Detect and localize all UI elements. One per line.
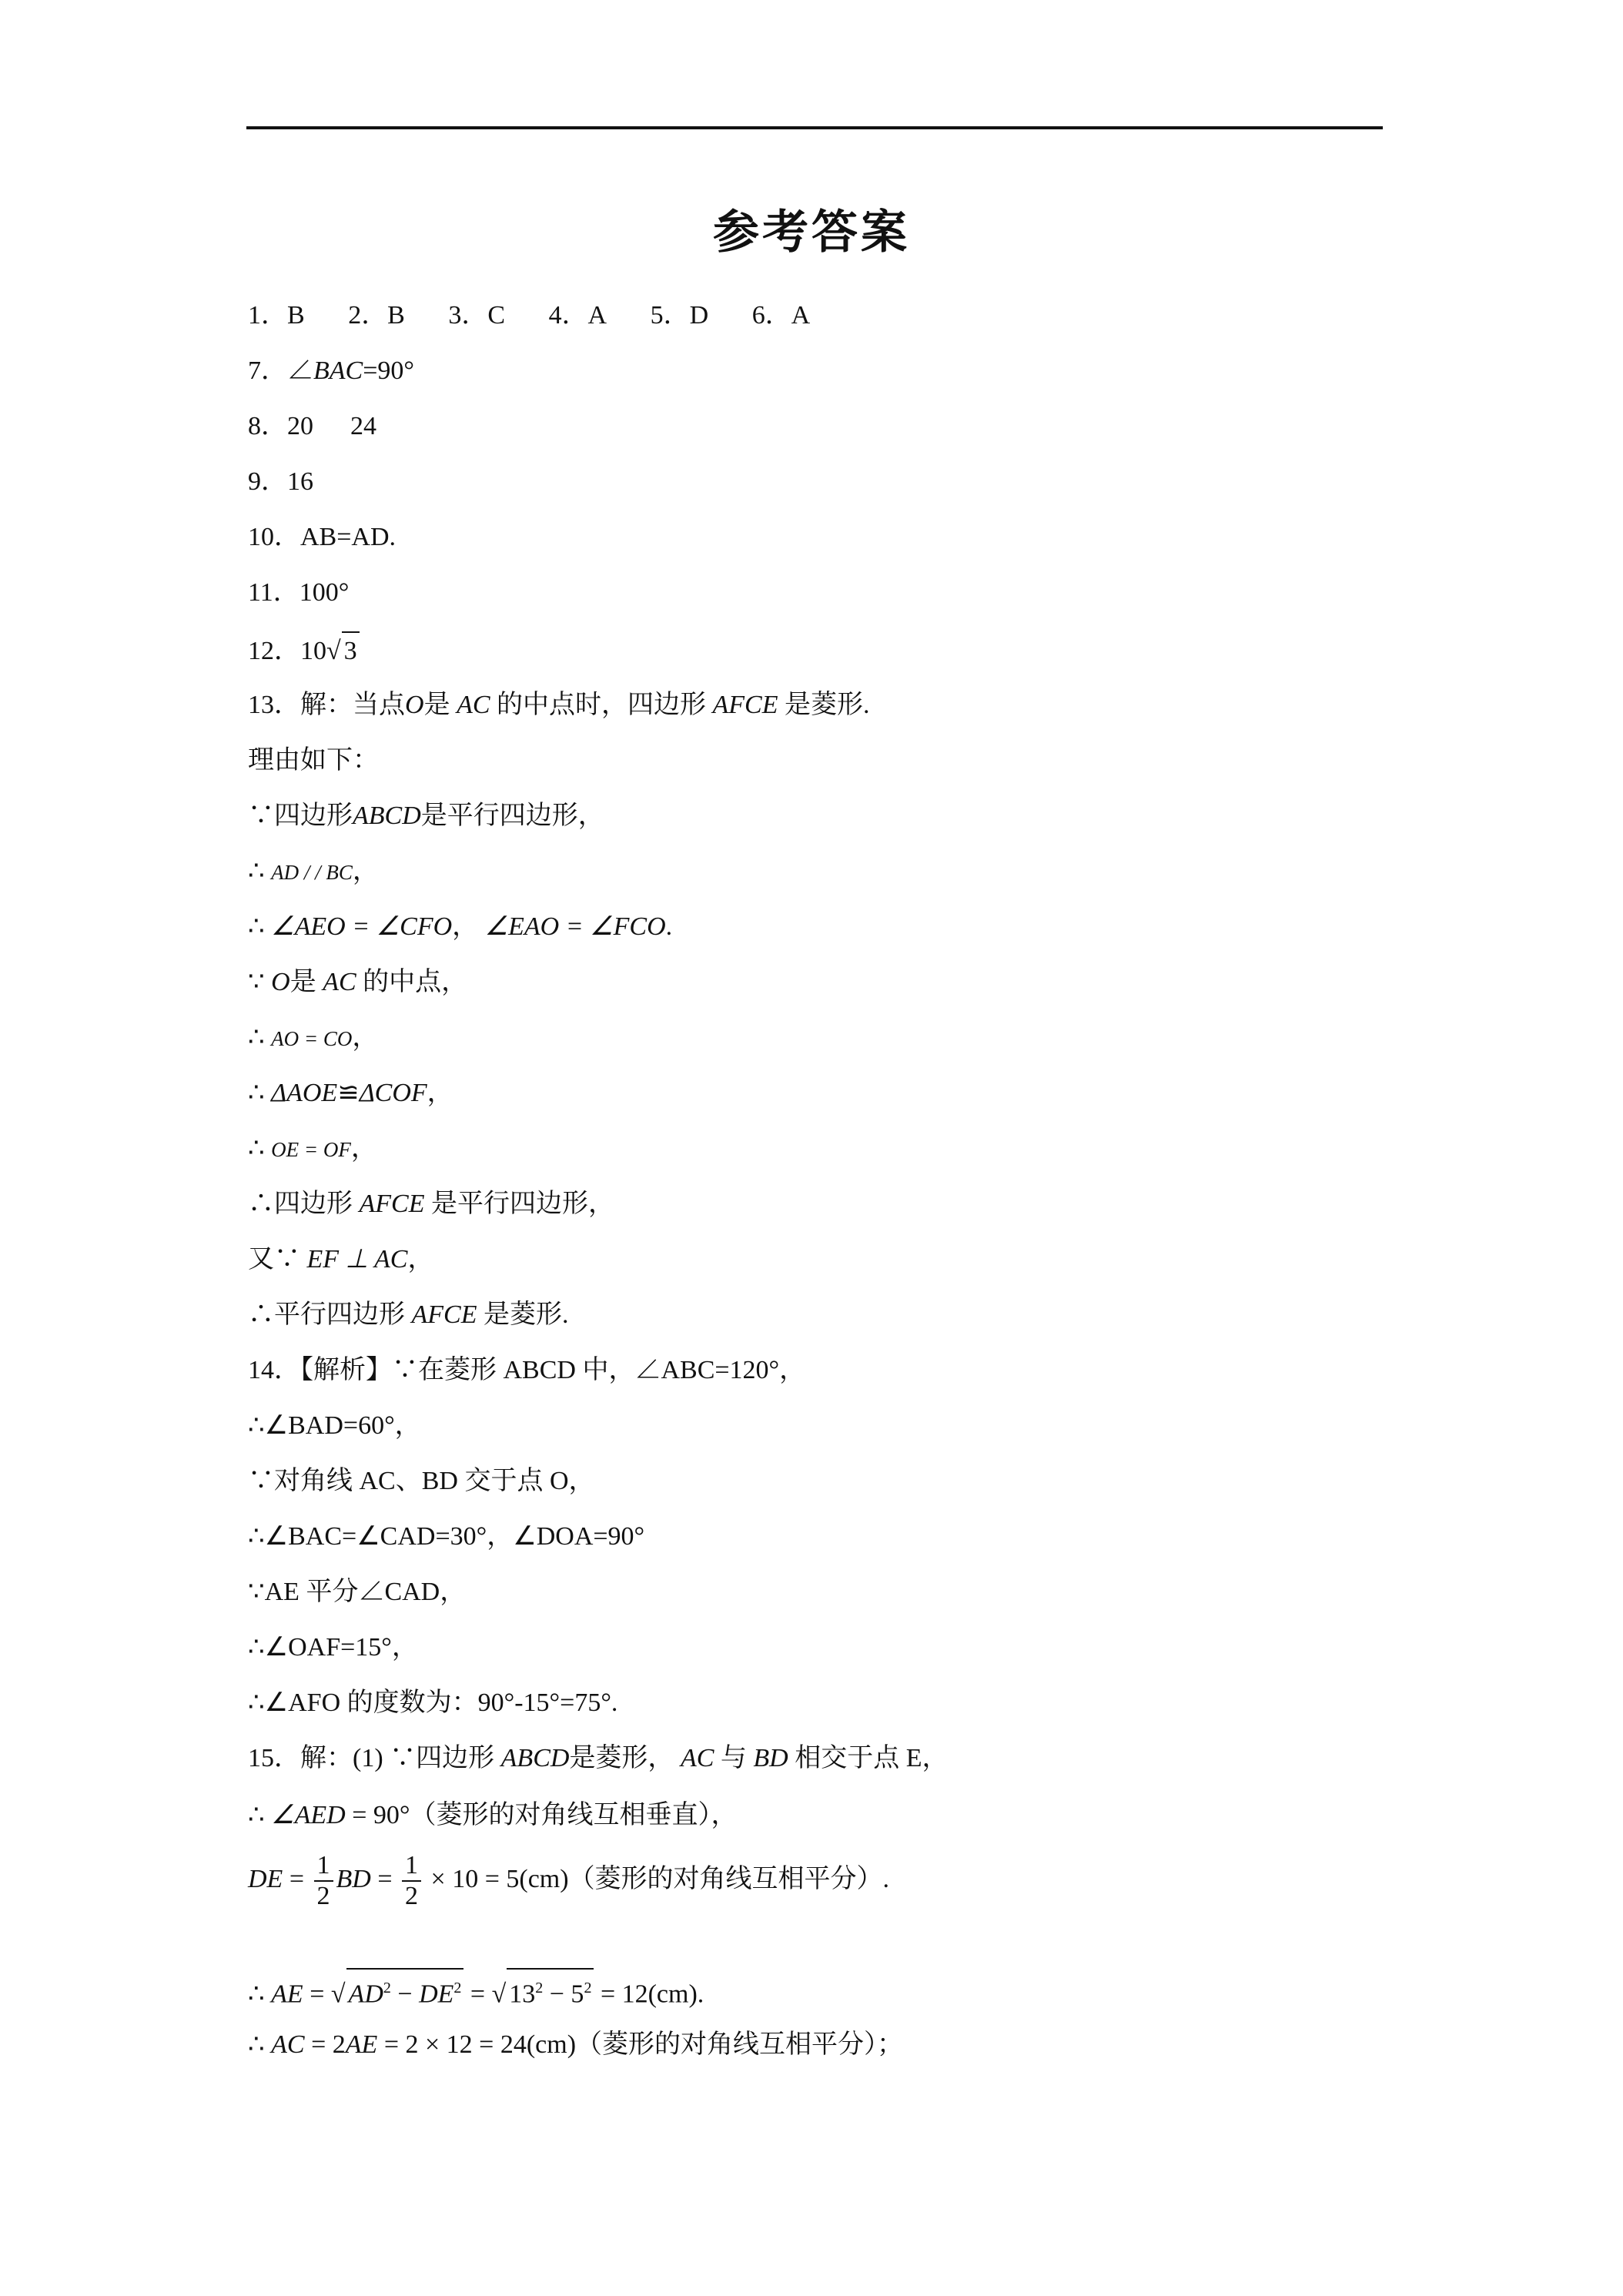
q15-line-4: ∴ AE = √ $AD^2 - DE^2$ = √ $13^2 - 5^2 = 12(cm)$. — [248, 1968, 704, 2013]
answer-11: 11．100° — [248, 578, 350, 607]
q13-line-2: 理由如下： — [248, 746, 379, 775]
answer-8: 8．20 24 — [248, 412, 376, 440]
q15-line-5: ∴ AC = 2AE = 2 × 12 = 24(cm)（菱形的对角线互相平分）； — [248, 2030, 904, 2059]
q15-line-3: DE = $\frac{1}{2}$ BD = $\frac{1}{2}$ × 10 = 5(cm)（菱形的对角线互相平分）. — [248, 1851, 890, 1910]
q13-line-4: ∴ AD / / BC， — [248, 857, 379, 885]
q13-line-11: 又∵ EF ⊥ AC， — [248, 1245, 434, 1274]
page-title: 参考答案 — [713, 206, 910, 259]
answer-1: 1．B — [248, 301, 305, 330]
q13-line-12: ∴平行四边形 AFCE 是菱形. — [248, 1300, 569, 1329]
answer-12: 12．10√ 3 — [248, 631, 360, 670]
fraction-half: $\frac{1}{2}$ — [402, 1851, 421, 1911]
q13-line-6: ∵ O是 AC 的中点， — [248, 968, 468, 996]
answer-2: 2．B — [348, 301, 405, 330]
fraction-half: $\frac{1}{2}$ — [314, 1851, 333, 1911]
mc-answers — [248, 297, 810, 334]
q13-line-10: ∴四边形 AFCE 是平行四边形， — [248, 1190, 614, 1218]
q13-line-3: ∵四边形ABCD是平行四边形， — [248, 802, 604, 830]
answer-4: 4．A — [548, 301, 607, 330]
q13-line-8: ∴ ΔAOE≌ΔCOF， — [248, 1079, 453, 1107]
header-rule — [246, 126, 1383, 129]
q14-line-3: ∵对角线 AC、BD 交于点 O， — [248, 1467, 595, 1495]
answer-9: 9．16 — [248, 467, 313, 496]
q14-line-1: 14．【解析】∵在菱形 ABCD 中，∠ABC=120°， — [248, 1356, 806, 1384]
q14-line-5: ∵AE 平分∠CAD， — [248, 1578, 467, 1606]
q13-line-7: ∴ AO = CO， — [248, 1023, 379, 1052]
q14-line-4: ∴∠BAC=∠CAD=30°，∠DOA=90° — [248, 1522, 645, 1551]
sqrt-icon: √ — [330, 1980, 346, 2009]
q14-line-2: ∴∠BAD=60°， — [248, 1411, 421, 1440]
q13-line-1: 13．解：当点O是 AC 的中点时，四边形 AFCE 是菱形. — [248, 691, 870, 719]
answer-5: 5．D — [650, 301, 709, 330]
sqrt-icon: √ — [491, 1980, 507, 2009]
answer-3: 3．C — [448, 301, 506, 330]
sqrt-icon: √ — [326, 637, 341, 665]
answer-6: 6．A — [751, 301, 811, 330]
q15-line-2: ∴ ∠AED = 90°（菱形的对角线互相垂直）， — [248, 1801, 738, 1829]
answer-10: 10．AB=AD. — [248, 523, 397, 551]
q14-line-6: ∴∠OAF=15°， — [248, 1633, 418, 1662]
q13-line-9: ∴ OE = OF， — [248, 1134, 377, 1163]
q14-line-7: ∴∠AFO 的度数为：90°-15°=75°. — [248, 1689, 618, 1717]
answer-7: 7．∠BAC=90° — [248, 356, 414, 385]
q13-line-5: ∴ ∠AEO = ∠CFO， ∠EAO = ∠FCO. — [248, 912, 673, 941]
q15-line-1: 15．解：(1) ∵四边形 ABCD是菱形， AC 与 BD 相交于点 E， — [248, 1744, 949, 1772]
